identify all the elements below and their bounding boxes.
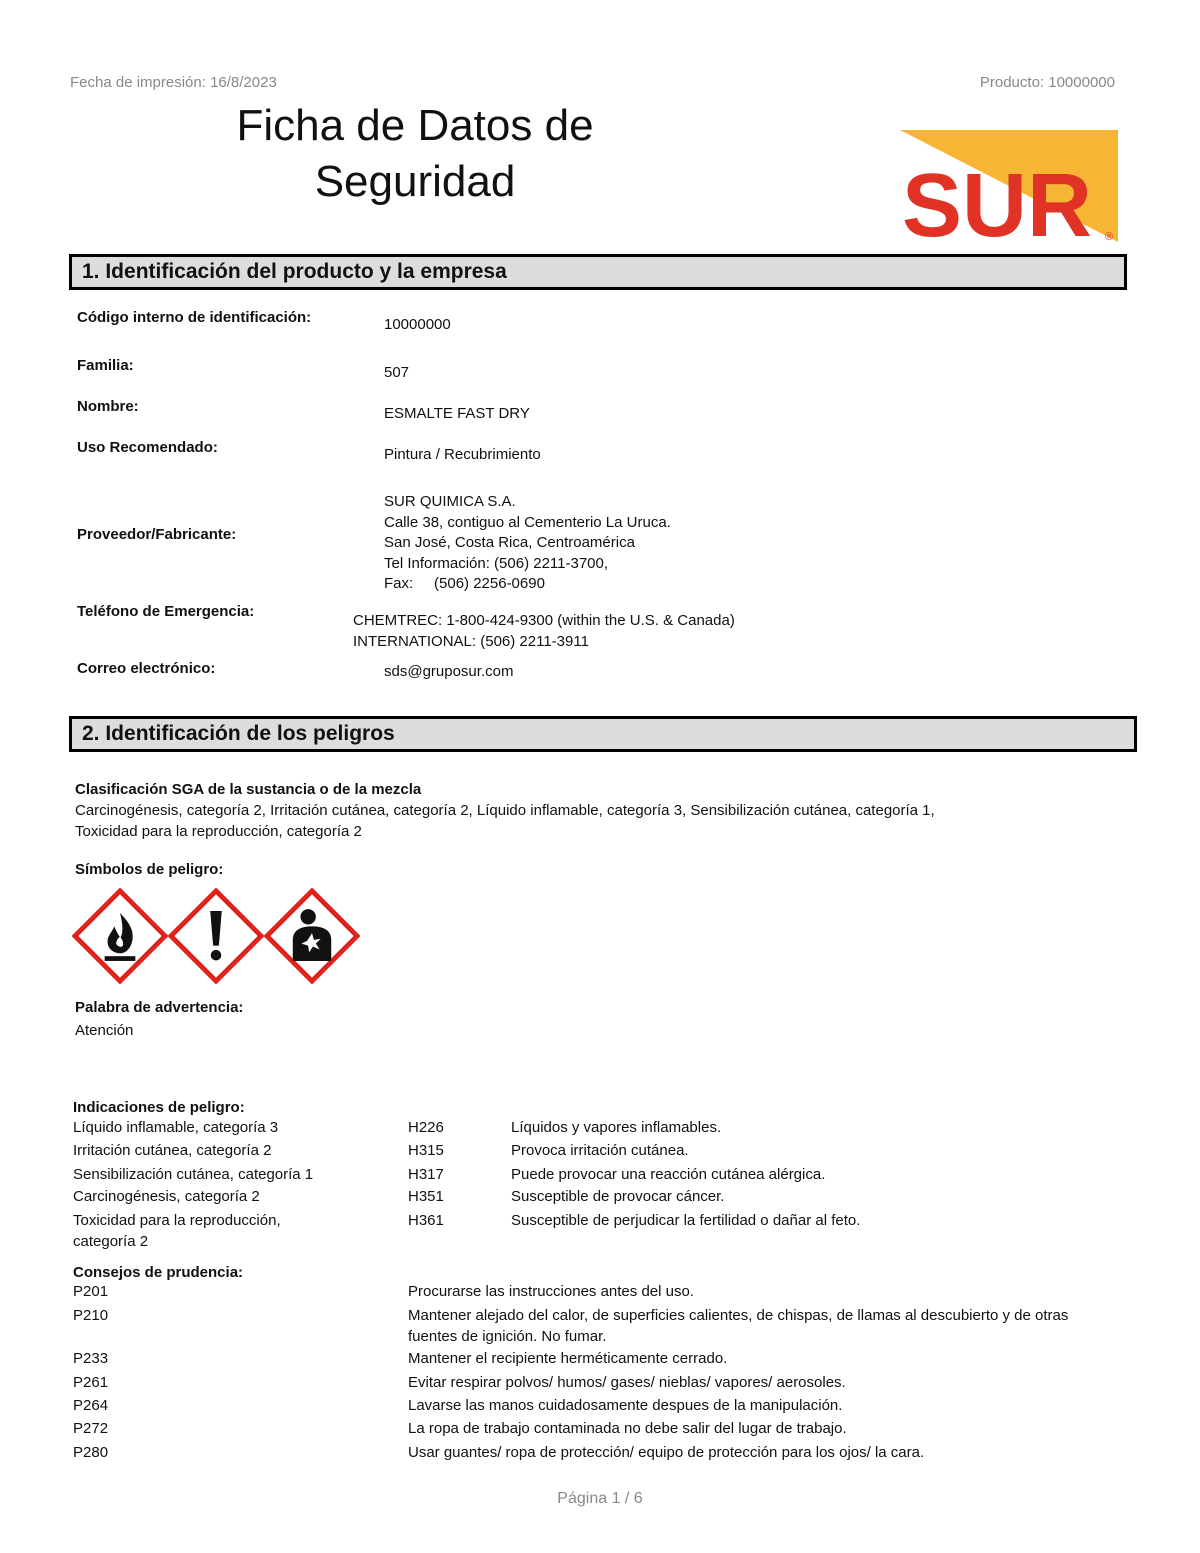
hazard-category: Carcinogénesis, categoría 2 bbox=[73, 1188, 260, 1205]
section-1-header: 1. Identificación del producto y la empresa bbox=[69, 254, 1127, 290]
emergency-phone-label: Teléfono de Emergencia: bbox=[77, 603, 255, 620]
logo-wordmark: SUR bbox=[902, 156, 1092, 244]
precaution-code: P272 bbox=[73, 1420, 109, 1437]
supplier-line: San José, Costa Rica, Centroamérica bbox=[384, 534, 635, 551]
field-value-recommended-use: Pintura / Recubrimiento bbox=[384, 446, 541, 463]
hazard-text: Líquidos y vapores inflamables. bbox=[511, 1119, 722, 1136]
emergency-line: CHEMTREC: 1-800-424-9300 (within the U.S. & Canada) bbox=[353, 612, 735, 629]
precaution-code: P280 bbox=[73, 1444, 109, 1461]
field-value-family: 507 bbox=[384, 364, 410, 381]
document-title bbox=[190, 98, 640, 210]
hazard-text: Puede provocar una reacción cutánea alérgica. bbox=[511, 1166, 826, 1183]
section-2-header: 2. Identificación de los peligros bbox=[69, 716, 1137, 752]
hazard-code: H351 bbox=[408, 1188, 444, 1205]
hazard-text: Susceptible de perjudicar la fertilidad o dañar al feto. bbox=[511, 1212, 861, 1229]
precaution-code: P261 bbox=[73, 1374, 109, 1391]
field-label-recommended-use: Uso Recomendado: bbox=[77, 439, 218, 456]
hazard-text: Provoca irritación cutánea. bbox=[511, 1142, 689, 1159]
signal-word-title: Palabra de advertencia: bbox=[75, 999, 244, 1016]
field-value-internal-code: 10000000 bbox=[384, 316, 451, 333]
email-label: Correo electrónico: bbox=[77, 660, 216, 677]
field-label-family: Familia: bbox=[77, 357, 134, 374]
title-line-2: Seguridad bbox=[314, 157, 516, 206]
supplier-address bbox=[384, 492, 671, 595]
field-value-name: ESMALTE FAST DRY bbox=[384, 405, 530, 422]
supplier-line: Fax: (506) 2256-0690 bbox=[384, 575, 545, 592]
page-number: Página 1 / 6 bbox=[557, 1490, 643, 1507]
classification-title: Clasificación SGA de la sustancia o de la mezcla bbox=[75, 781, 422, 798]
precaution-text: Usar guantes/ ropa de protección/ equipo de protección para los ojos/ la cara. bbox=[408, 1444, 925, 1461]
hazard-category: Sensibilización cutánea, categoría 1 bbox=[73, 1166, 314, 1183]
precaution-text: La ropa de trabajo contaminada no debe salir del lugar de trabajo. bbox=[408, 1420, 847, 1437]
precaution-text: Mantener alejado del calor, de superficies calientes, de chispas, de llamas al descubierto y de otras fuentes de ignición. No fumar. bbox=[408, 1307, 1069, 1345]
classification-line: Carcinogénesis, categoría 2, Irritación cutánea, categoría 2, Líquido inflamable, categoría 3, Sensibilización cutánea, categoría 1, bbox=[75, 802, 935, 819]
field-label-name: Nombre: bbox=[77, 398, 139, 415]
precaution-code: P210 bbox=[73, 1307, 109, 1324]
hazard-code: H315 bbox=[408, 1142, 444, 1159]
supplier-line: Calle 38, contiguo al Cementerio La Uruca. bbox=[384, 513, 671, 531]
field-label-internal-code: Código interno de identificación: bbox=[77, 309, 312, 326]
precaution-text: Procurarse las instrucciones antes del uso. bbox=[408, 1283, 694, 1300]
precautionary-statements-title: Consejos de prudencia: bbox=[73, 1264, 244, 1281]
emergency-phone-values bbox=[353, 611, 735, 652]
supplier-line: SUR QUIMICA S.A. bbox=[384, 493, 516, 510]
flame-icon bbox=[72, 888, 168, 984]
hazard-statements-title: Indicaciones de peligro: bbox=[73, 1099, 245, 1116]
hazard-category: Toxicidad para la reproducción, categoría 2 bbox=[73, 1212, 281, 1250]
classification-line: Toxicidad para la reproducción, categoría 2 bbox=[75, 822, 362, 840]
precaution-code: P233 bbox=[73, 1350, 109, 1367]
hazard-category: Irritación cutánea, categoría 2 bbox=[73, 1142, 272, 1159]
hazard-category: Líquido inflamable, categoría 3 bbox=[73, 1119, 279, 1136]
supplier-line: Tel Información: (506) 2211-3700, bbox=[384, 554, 609, 572]
hazard-code: H361 bbox=[408, 1212, 444, 1229]
classification-text bbox=[75, 801, 1135, 842]
email-value[interactable]: sds@gruposur.com bbox=[384, 663, 514, 680]
symbols-title: Símbolos de peligro: bbox=[75, 861, 224, 878]
supplier-label: Proveedor/Fabricante: bbox=[77, 526, 237, 543]
hazard-code: H317 bbox=[408, 1166, 444, 1183]
logo-registered-mark: ® bbox=[1105, 231, 1114, 243]
emergency-line: INTERNATIONAL: (506) 2211-3911 bbox=[353, 632, 589, 650]
exclamation-icon bbox=[168, 888, 264, 984]
hazard-text: Susceptible de provocar cáncer. bbox=[511, 1188, 725, 1205]
precaution-text: Evitar respirar polvos/ humos/ gases/ nieblas/ vapores/ aerosoles. bbox=[408, 1374, 846, 1391]
precaution-text: Lavarse las manos cuidadosamente despues de la manipulación. bbox=[408, 1397, 843, 1414]
health-hazard-icon bbox=[264, 888, 360, 984]
title-line-1: Ficha de Datos de bbox=[236, 101, 594, 150]
product-code: Producto: 10000000 bbox=[979, 74, 1115, 91]
sur-logo bbox=[898, 128, 1120, 244]
signal-word: Atención bbox=[75, 1022, 134, 1039]
precaution-code: P201 bbox=[73, 1283, 109, 1300]
precaution-text: Mantener el recipiente herméticamente cerrado. bbox=[408, 1350, 728, 1367]
print-date: Fecha de impresión: 16/8/2023 bbox=[70, 74, 277, 91]
hazard-code: H226 bbox=[408, 1119, 444, 1136]
precaution-code: P264 bbox=[73, 1397, 109, 1414]
